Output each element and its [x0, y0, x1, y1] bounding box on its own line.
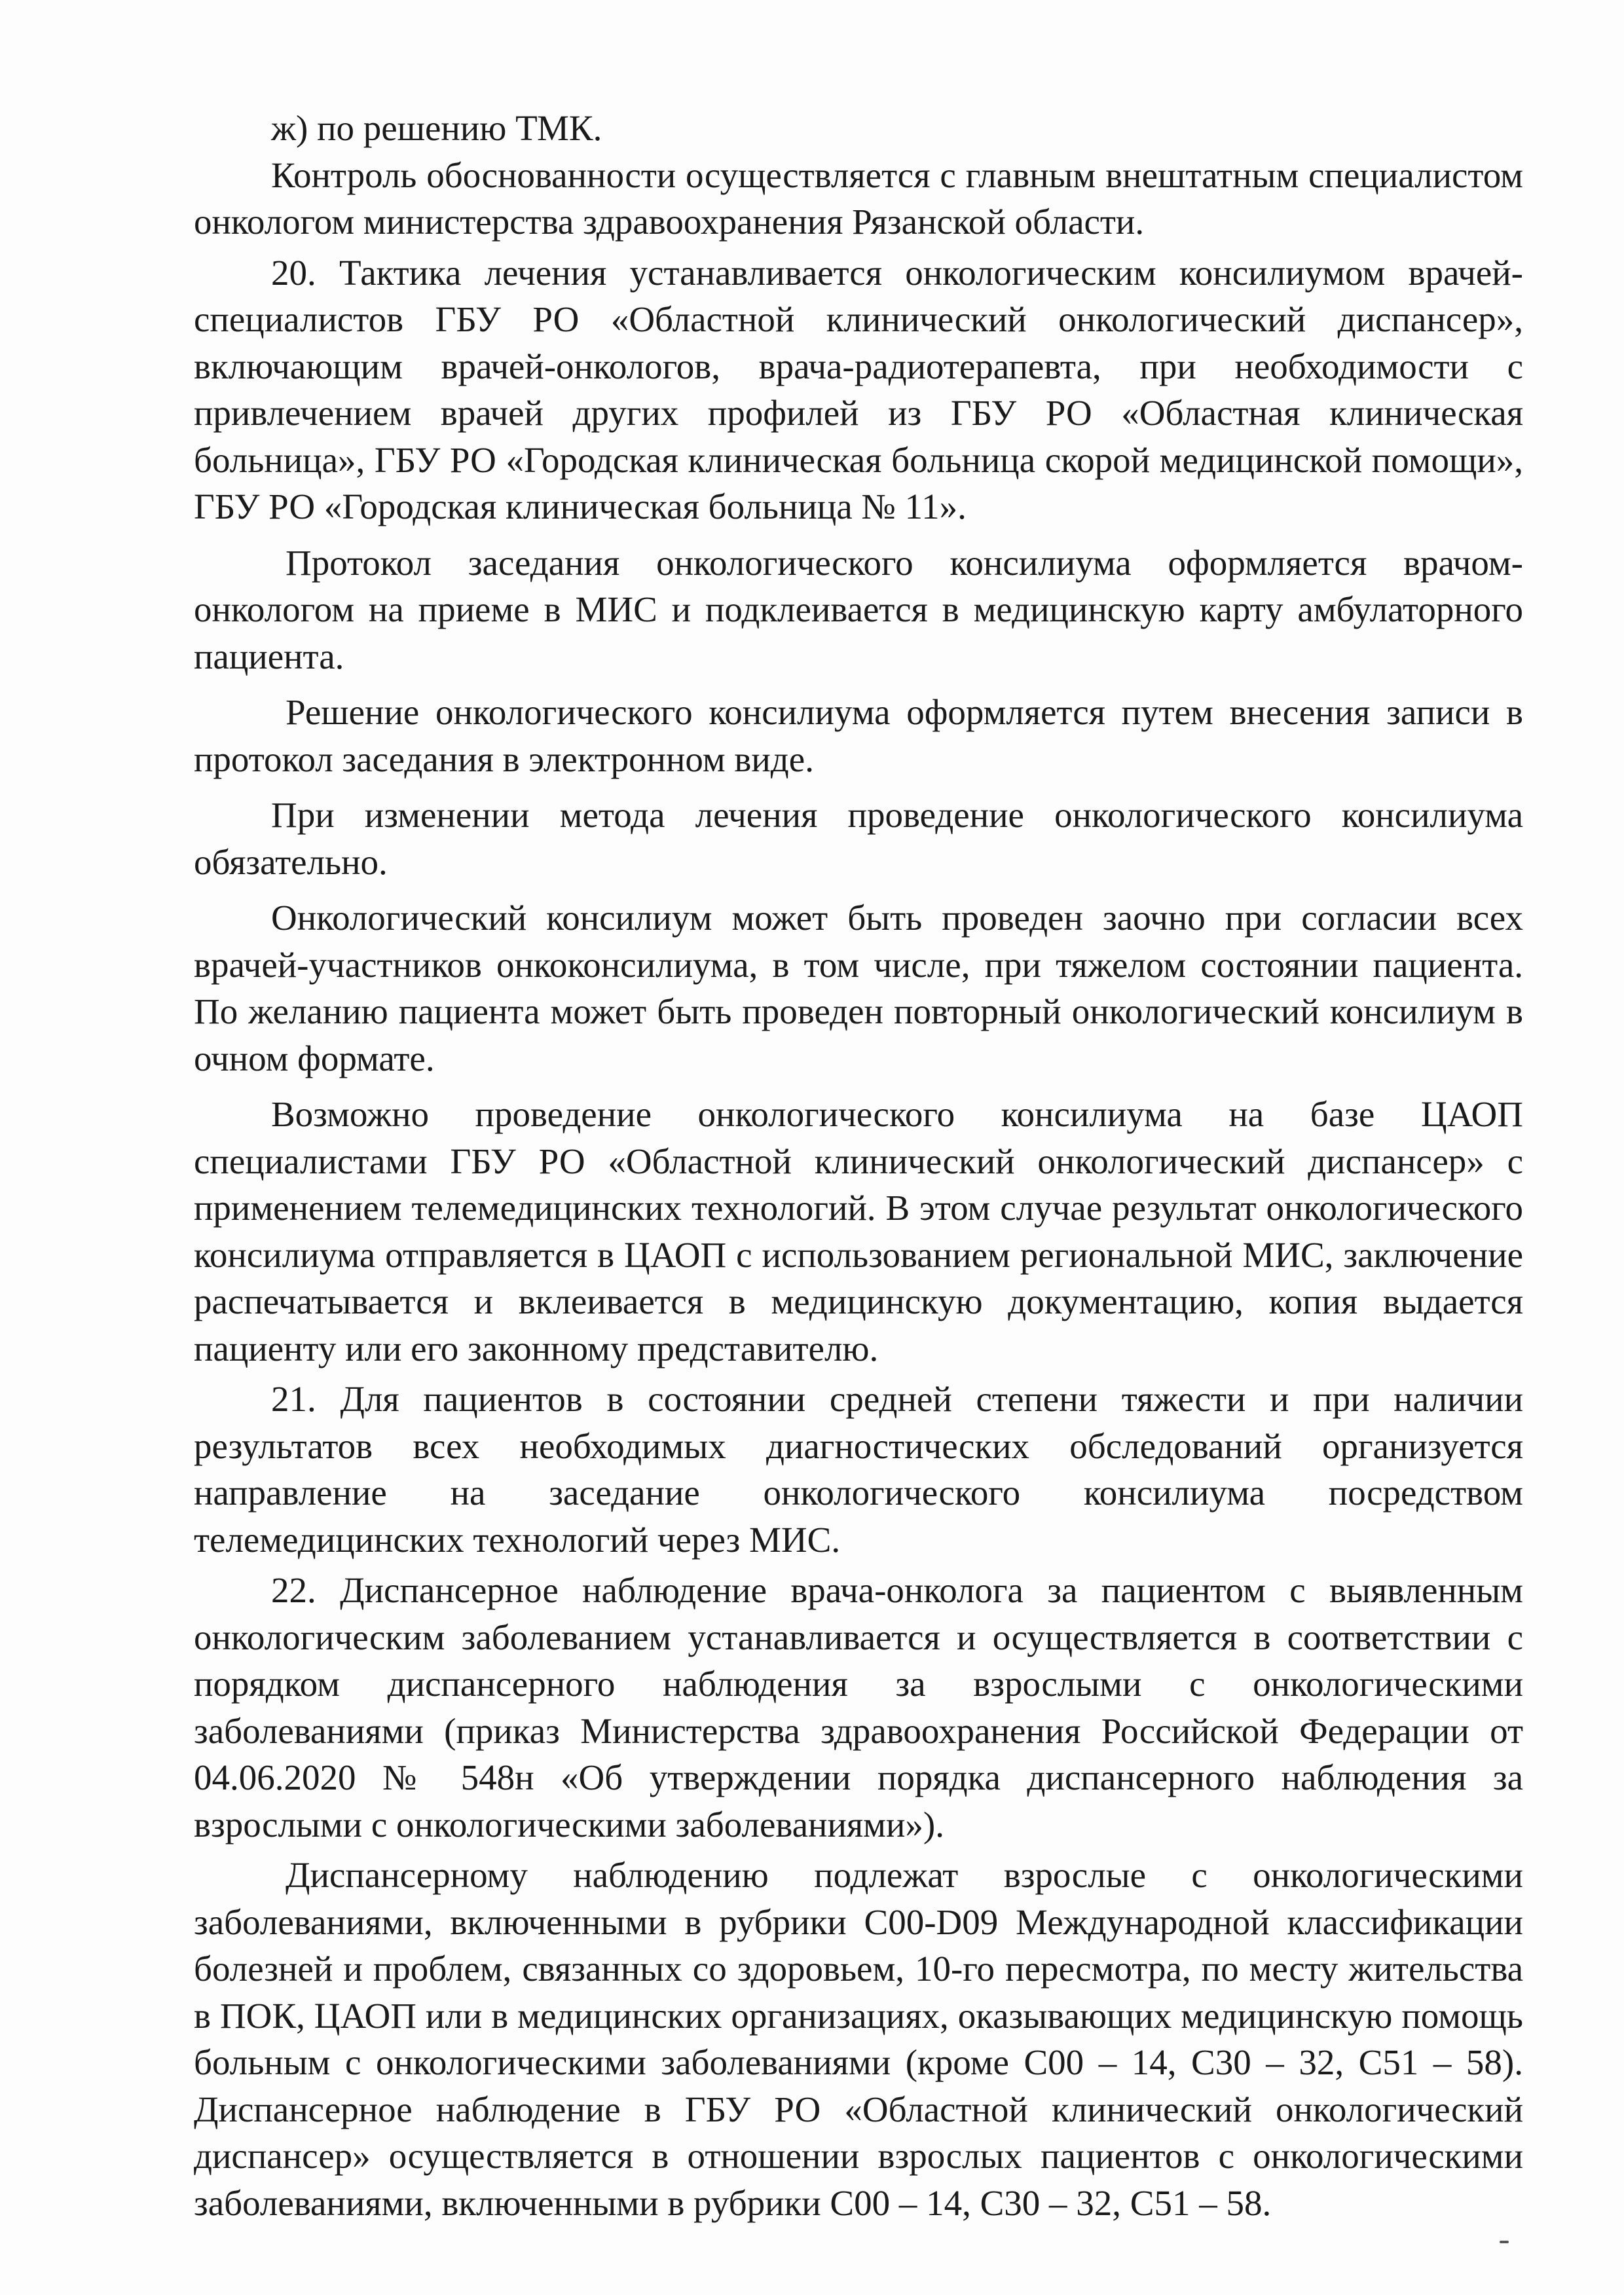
paragraph-dispensary: Диспансерному наблюдению подлежат взрослые с онкологическими заболеваниями, включенными в рубрики С00-D09 Международной классификации болезней и проблем, связанных со здоровьем, 10-го пересмотра, по месту жительства в ПОК, ЦАОП или в медицинских организациях, оказывающих медицинскую помощь больным с онкологическими заболеваниями (кроме С00 – 14, С30 – 32, С51 – 58). Диспансерное наблюдение в ГБУ РО «Областной клинический онкологический диспансер» осуществляется в отношении взрослых пациентов с онкологическими заболеваниями, включенными в рубрики С00 – 14, С30 – 32, С51 – 58.	[194, 1855, 1523, 2223]
paragraph-21: 21. Для пациентов в состоянии средней степени тяжести и при наличии результатов всех необходимых диагностических обследований организуется направление на заседание онкологического консилиума посредством телемедицинских технологий через МИС.	[194, 1379, 1523, 1560]
paragraph-item-zh: ж) по решению ТМК.	[271, 108, 602, 148]
paragraph-protocol: Протокол заседания онкологического консилиума оформляется врачом-онкологом на приеме в МИС и подклеивается в медицинскую карту амбулаторного пациента.	[194, 542, 1523, 676]
paragraph-remote-consilium: Онкологический консилиум может быть проведен заочно при согласии всех врачей-участников онкоконсилиума, в том числе, при тяжелом состоянии пациента. По желанию пациента может быть проведен повторный онкологический консилиум в очном формате.	[194, 898, 1523, 1078]
document-body	[194, 105, 1523, 2226]
scan-mark	[1500, 2241, 1509, 2243]
paragraph-control: Контроль обоснованности осуществляется с главным внештатным специалистом онкологом министерства здравоохранения Рязанской области.	[194, 155, 1523, 242]
paragraph-caop-consilium: Возможно проведение онкологического консилиума на базе ЦАОП специалистами ГБУ РО «Областной клинический онкологический диспансер» с применением телемедицинских технологий. В этом случае результат онкологического консилиума отправляется в ЦАОП с использованием региональной МИС, заключение распечатывается и вклеивается в медицинскую документацию, копия выдается пациенту или его законному представителю.	[194, 1094, 1523, 1368]
paragraph-22: 22. Диспансерное наблюдение врача-онколога за пациентом с выявленным онкологическим заболеванием устанавливается и осуществляется в соответствии с порядком диспансерного наблюдения за взрослыми с онкологическими заболеваниями (приказ Министерства здравоохранения Российской Федерации от 04.06.2020 № 548н «Об утверждении порядка диспансерного наблюдения за взрослыми с онкологическими заболеваниями»).	[194, 1570, 1523, 1845]
paragraph-20: 20. Тактика лечения устанавливается онкологическим консилиумом врачей-специалистов ГБУ РО «Областной клинический онкологический диспансер», включающим врачей-онкологов, врача-радиотерапевта, при необходимости с привлечением врачей других профилей из ГБУ РО «Областная клиническая больница», ГБУ РО «Городская клиническая больница скорой медицинской помощи», ГБУ РО «Городская клиническая больница № 11».	[194, 252, 1523, 526]
paragraph-decision: Решение онкологического консилиума оформляется путем внесения записи в протокол заседания в электронном виде.	[194, 692, 1523, 779]
paragraph-method-change: При изменении метода лечения проведение онкологического консилиума обязательно.	[194, 795, 1523, 882]
